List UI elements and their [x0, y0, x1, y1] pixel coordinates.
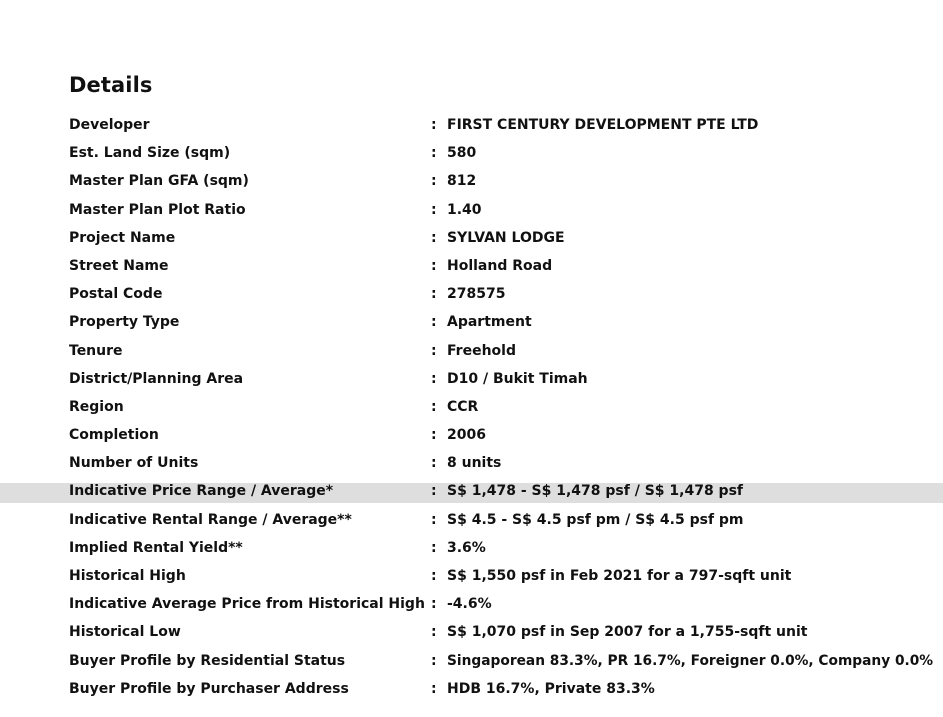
details-row-completion: [0, 423, 943, 451]
row-label: Master Plan GFA (sqm): [69, 173, 249, 190]
row-label: Est. Land Size (sqm): [69, 145, 231, 162]
row-separator: :: [431, 624, 437, 641]
details-row-project-name: [0, 226, 943, 254]
row-label: Buyer Profile by Residential Status: [69, 652, 346, 669]
row-separator: :: [431, 173, 437, 190]
row-value: SYLVAN LODGE: [447, 229, 565, 246]
details-row-price-from-high: [0, 592, 943, 620]
row-separator: :: [431, 370, 437, 387]
row-value: Apartment: [447, 314, 532, 331]
row-label: Property Type: [69, 314, 180, 331]
details-row-units: [0, 451, 943, 479]
row-separator: :: [431, 455, 437, 472]
row-label: Postal Code: [69, 286, 163, 303]
row-separator: :: [431, 314, 437, 331]
row-value: 2006: [447, 427, 486, 444]
row-value: D10 / Bukit Timah: [447, 370, 588, 387]
details-row-property-type: [0, 310, 943, 338]
row-label: Region: [69, 398, 124, 415]
details-row-district: [0, 367, 943, 395]
details-row-historical-high: [0, 564, 943, 592]
row-label: Completion: [69, 427, 159, 444]
row-value: 812: [447, 173, 477, 190]
row-label: Historical High: [69, 568, 186, 584]
row-label: District/Planning Area: [69, 370, 244, 387]
row-separator: :: [431, 511, 437, 528]
details-row-land-size: [0, 141, 943, 169]
row-separator: :: [431, 680, 437, 697]
row-separator: :: [431, 596, 437, 613]
row-value: HDB 16.7%, Private 83.3%: [447, 680, 655, 697]
row-value: S$ 1,478 - S$ 1,478 psf / S$ 1,478 psf: [447, 483, 744, 500]
row-separator: :: [431, 286, 437, 303]
row-separator: :: [431, 398, 437, 415]
row-separator: :: [431, 539, 437, 556]
row-label: Indicative Average Price from Historical High: [69, 596, 425, 613]
row-value: 278575: [447, 286, 506, 303]
row-separator: :: [431, 427, 437, 444]
row-separator: :: [431, 145, 437, 162]
details-row-postal-code: [0, 282, 943, 310]
row-separator: :: [431, 201, 437, 218]
row-value: 3.6%: [447, 539, 486, 556]
row-value: 1.40: [447, 201, 482, 218]
row-label: Tenure: [69, 342, 123, 359]
row-value: CCR: [447, 398, 479, 415]
row-label: Street Name: [69, 257, 169, 274]
row-label: Project Name: [69, 229, 176, 246]
row-label: Developer: [69, 117, 150, 133]
details-row-street-name: [0, 254, 943, 282]
row-value: S$ 4.5 - S$ 4.5 psf pm / S$ 4.5 psf pm: [447, 511, 744, 528]
details-heading: Details: [69, 73, 153, 97]
row-value: 8 units: [447, 455, 502, 472]
row-value: Freehold: [447, 342, 516, 359]
details-row-price-range: [0, 483, 943, 503]
row-separator: :: [431, 652, 437, 669]
row-separator: :: [431, 568, 437, 584]
row-label: Indicative Rental Range / Average**: [69, 511, 352, 528]
row-value: 580: [447, 145, 477, 162]
details-row-gfa: [0, 169, 943, 197]
row-value: S$ 1,070 psf in Sep 2007 for a 1,755-sqft unit: [447, 624, 808, 641]
row-label: Historical Low: [69, 624, 181, 641]
row-value: -4.6%: [447, 596, 492, 613]
details-row-region: [0, 395, 943, 423]
details-row-historical-low: [0, 620, 943, 648]
details-row-rental-range: [0, 508, 943, 536]
row-label: Indicative Price Range / Average*: [69, 483, 334, 500]
row-separator: :: [431, 342, 437, 359]
row-separator: :: [431, 229, 437, 246]
row-separator: :: [431, 257, 437, 274]
details-row-tenure: [0, 339, 943, 367]
details-row-rental-yield: [0, 536, 943, 564]
row-label: Buyer Profile by Purchaser Address: [69, 680, 349, 697]
row-label: Implied Rental Yield**: [69, 539, 243, 556]
row-label: Number of Units: [69, 455, 199, 472]
row-separator: :: [431, 117, 437, 133]
row-value: Singaporean 83.3%, PR 16.7%, Foreigner 0.0%, Company 0.0%: [447, 652, 934, 669]
row-value: Holland Road: [447, 257, 553, 274]
details-row-buyer-residential: [0, 649, 943, 677]
details-list: [0, 113, 943, 705]
row-value: S$ 1,550 psf in Feb 2021 for a 797-sqft unit: [447, 568, 792, 584]
row-label: Master Plan Plot Ratio: [69, 201, 246, 218]
details-row-buyer-address: [0, 677, 943, 705]
details-row-plot-ratio: [0, 198, 943, 226]
details-row-developer: [0, 113, 943, 141]
row-value: FIRST CENTURY DEVELOPMENT PTE LTD: [447, 117, 759, 133]
row-separator: :: [431, 483, 437, 500]
